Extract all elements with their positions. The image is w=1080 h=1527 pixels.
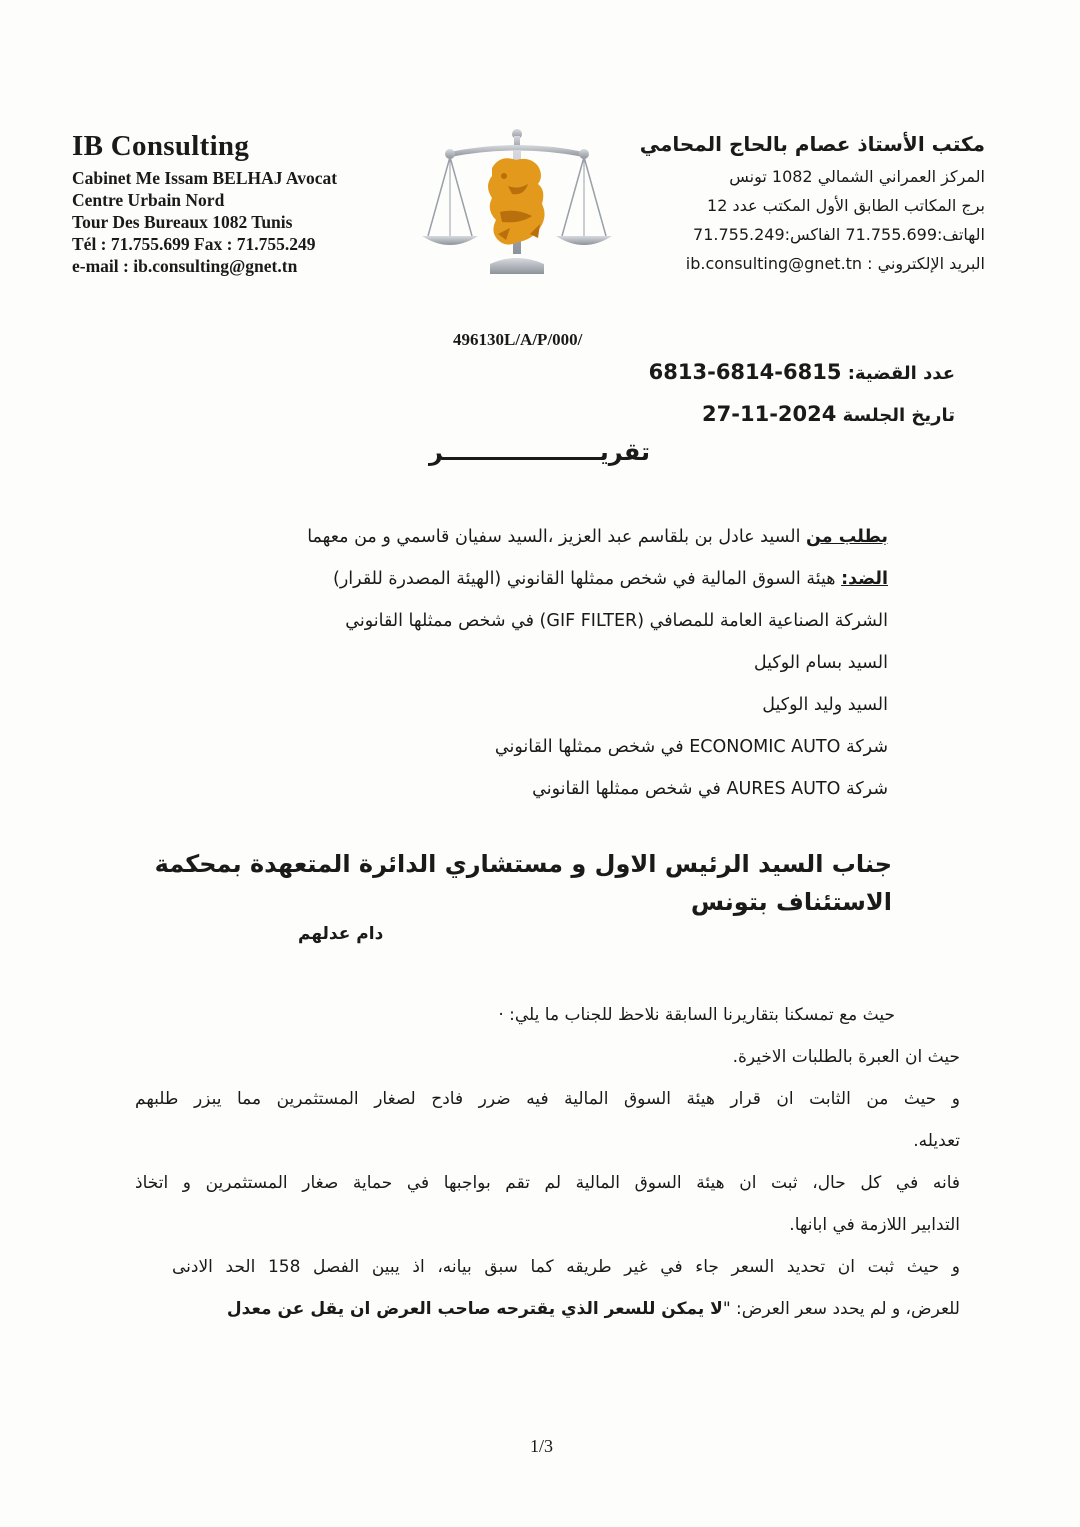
letterhead-line: e-mail : ib.consulting@gnet.tn	[72, 256, 298, 276]
against-text: هيئة السوق المالية في شخص ممثلها القانوني (الهيئة المصدرة للقرار)	[333, 569, 836, 589]
body-quote: لا يمكن للسعر الذي يقترحه صاحب العرض ان يقل عن معدل	[226, 1299, 723, 1319]
case-number	[649, 360, 955, 384]
hearing-date-value: 2024-11-27	[702, 402, 837, 426]
letterhead-left	[72, 130, 402, 277]
letterhead-line: برج المكاتب الطابق الأول المكتب عدد 12	[707, 196, 985, 215]
case-number-value: 6815-6814-6813	[648, 360, 842, 384]
against-label: الضد:	[841, 569, 888, 589]
court-address	[112, 845, 892, 921]
body-paragraph: تعديله.	[913, 1131, 960, 1151]
body-paragraph	[227, 1294, 960, 1324]
body-text: للعرض، و لم يحدد سعر العرض: "	[722, 1299, 960, 1319]
party-other: شركة AURES AUTO في شخص ممثلها القانوني	[532, 779, 888, 799]
body-paragraph: و حيث ثبت ان تحديد السعر جاء في غير طريقه كما سبق بيانه، اذ يبين الفصل 158 الحد الادنى	[172, 1257, 960, 1277]
letterhead-line: Centre Urbain Nord	[72, 190, 225, 210]
body-paragraph: حيث ان العبرة بالطلبات الاخيرة.	[732, 1047, 960, 1067]
brand-name-arabic: مكتب الأستاذ عصام بالحاج المحامي	[639, 132, 985, 156]
party-other: السيد وليد الوكيل	[762, 695, 888, 715]
letterhead-line: Tour Des Bureaux 1082 Tunis	[72, 212, 293, 232]
letterhead-line: البريد الإلكتروني : ib.consulting@gnet.tn	[685, 254, 985, 273]
hearing-date-label: تاريخ الجلسة	[842, 405, 955, 426]
request-text: السيد عادل بن بلقاسم عبد العزيز ،السيد سفيان قاسمي و من معهما	[307, 527, 801, 547]
body-paragraph: و حيث من الثابت ان قرار هيئة السوق المالية فيه ضرر فادح لصغار المستثمرين مما يبزر طلبهم	[135, 1089, 960, 1109]
scales-of-justice-with-lion-icon	[420, 124, 615, 279]
letterhead-line: الهاتف:71.755.699 الفاكس:71.755.249	[693, 225, 985, 244]
party-against	[333, 564, 888, 594]
document-title: تقريـــــــــــــــــــر	[428, 438, 650, 466]
body-paragraph: حيث مع تمسكنا بتقاريرنا السابقة نلاحظ للجناب ما يلي: ·	[498, 1005, 895, 1025]
brand-name: IB Consulting	[72, 130, 250, 162]
request-label: بطلب من	[806, 527, 888, 547]
case-number-label: عدد القضية:	[847, 363, 955, 384]
letterhead-line: المركز العمراني الشمالي 1082 تونس	[729, 167, 985, 186]
party-request	[307, 522, 888, 552]
closing-salutation: دام عدلهم	[298, 924, 384, 944]
hearing-date	[702, 402, 955, 426]
page-number: 1/3	[530, 1436, 554, 1456]
letterhead-line: Cabinet Me Issam BELHAJ Avocat	[72, 168, 338, 188]
letterhead-line: Tél : 71.755.699 Fax : 71.755.249	[72, 234, 316, 254]
body-paragraph: التدابير اللازمة في ابانها.	[789, 1215, 960, 1235]
party-other: شركة ECONOMIC AUTO في شخص ممثلها القانوني	[494, 737, 888, 757]
address-line: الاستئناف بتونس	[690, 888, 892, 916]
letterhead-right	[639, 132, 985, 278]
address-line: جناب السيد الرئيس الاول و مستشاري الدائرة المتعهدة بمحكمة	[154, 850, 892, 878]
reference-number: 496130L/A/P/000/	[453, 330, 583, 349]
body-paragraph: فانه في كل حال، ثبت ان هيئة السوق المالية لم تقم بواجبها في حماية صغار المستثمرين و اتخاذ	[135, 1173, 960, 1193]
party-other: الشركة الصناعية العامة للمصافي (GIF FILTER) في شخص ممثلها القانوني	[345, 611, 888, 631]
party-other: السيد بسام الوكيل	[753, 653, 888, 673]
